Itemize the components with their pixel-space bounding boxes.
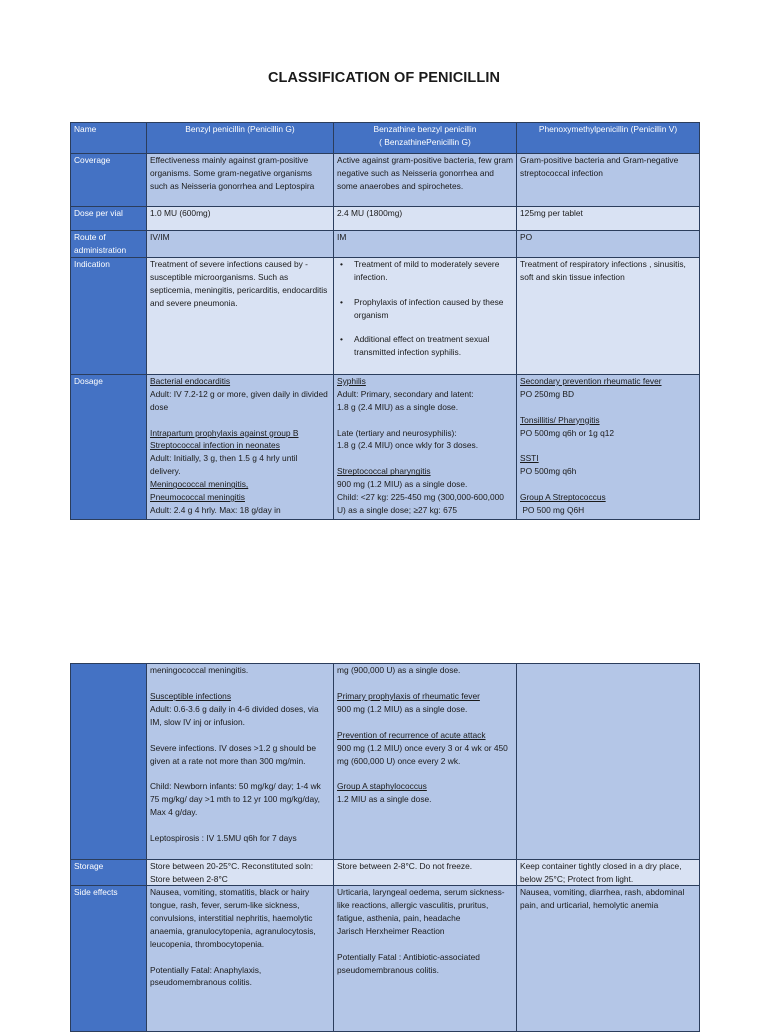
dosage-benzyl <box>147 374 334 519</box>
side-effects-text: Urticaria, laryngeal oedema, serum sickness-like reactions, allergic vasculitis, pruritus, fatigue, asthenia, pain, headache <box>337 887 505 923</box>
indication-bullet: • Treatment of mild to moderately severe infection. <box>337 258 513 284</box>
row-label-storage: Storage <box>71 860 147 886</box>
side-effects-text: Jarisch Herxheimer Reaction <box>337 925 445 936</box>
dosage-text: 900 mg (1.2 MIU) once every 3 or 4 wk or 450 mg (600,000 U) once every 2 wk. <box>337 742 508 766</box>
dosage-heading: SSTI <box>520 453 539 464</box>
row-label-dosage-continued <box>71 664 147 860</box>
coverage-benzyl: Effectiveness mainly against gram-positive organisms. Some gram-negative organisms such as Neisseria gonorrhea and Leptospira <box>147 154 334 207</box>
dosage-heading: Secondary prevention rheumatic fever <box>520 375 662 386</box>
header-benzyl-penicillin: Benzyl penicillin (Penicillin G) <box>147 123 334 154</box>
side-effects-benzathine <box>334 886 517 1032</box>
dosage-text: 900 mg (1.2 MIU) as a single dose. <box>337 479 468 490</box>
dosage-heading: Streptococcal infection in neonates <box>150 440 280 451</box>
dosage-text: 1.2 MIU as a single dose. <box>337 794 432 805</box>
dosage-text: 1.8 g (2.4 MIU) once wkly for 3 doses. <box>337 440 479 451</box>
row-label-dosage: Dosage <box>71 374 147 519</box>
dosage-text: Adult: 0.6-3.6 g daily in 4-6 divided doses, via IM, slow IV inj or infusion. <box>150 703 319 727</box>
dosage-heading: Bacterial endocarditis <box>150 375 231 386</box>
row-route <box>71 231 700 258</box>
row-side-effects <box>71 886 700 1032</box>
indication-benzyl: Treatment of severe infections caused by -susceptible microorganisms. Such as septicemia, meningitis, pericarditis, endocarditis and severe pneumonia. <box>147 257 334 374</box>
dosage-text: 900 mg (1.2 MIU) as a single dose. <box>337 703 468 714</box>
dosage-heading: Prevention of recurrence of acute attack <box>337 729 486 740</box>
dosage-phenoxymethyl-continued <box>517 664 700 860</box>
route-benzathine: IM <box>334 231 517 258</box>
dosage-text: PO 500mg q6h or 1g q12 <box>520 427 615 438</box>
dosage-text: Leptospirosis : IV 1.5MU q6h for 7 days <box>150 833 297 844</box>
dosage-heading: Group A Streptococcus <box>520 492 606 503</box>
storage-benzyl-text: Store between 20-25°C. Reconstituted soln: Store between 2-8°C <box>150 861 314 884</box>
indication-bullet: • Additional effect on treatment sexual transmitted infection syphilis. <box>337 333 513 359</box>
dosage-text: Adult: 2.4 g 4 hrly. Max: 18 g/day in <box>150 504 281 515</box>
coverage-phenoxymethyl: Gram-positive bacteria and Gram-negative streptococcal infection <box>517 154 700 207</box>
storage-benzyl <box>147 860 334 886</box>
dosage-text: Adult: Initially, 3 g, then 1.5 g 4 hrly until delivery. <box>150 453 298 477</box>
indication-bullet: • Prophylaxis of infection caused by these organism <box>337 296 513 322</box>
header-benzathine-line2: ( BenzathinePenicillin G) <box>379 136 471 147</box>
header-phenoxymethylpenicillin: Phenoxymethylpenicillin (Penicillin V) <box>517 123 700 154</box>
side-effects-fatal: Potentially Fatal : Antibiotic-associated pseudomembranous colitis. <box>337 951 480 975</box>
row-dose-per-vial <box>71 207 700 231</box>
header-benzathine-penicillin <box>334 123 517 154</box>
penicillin-table-part-2 <box>70 663 700 1032</box>
row-dosage <box>71 374 700 519</box>
dosage-text: 1.8 g (2.4 MIU) as a single dose. <box>337 401 459 412</box>
dosage-heading: Primary prophylaxis of rheumatic fever <box>337 690 480 701</box>
side-effects-benzyl <box>147 886 334 1032</box>
dosage-heading: Intrapartum prophylaxis against group B <box>150 427 299 438</box>
dosage-text: Child: <27 kg: 225-450 mg (300,000-600,000 U) as a single dose; ≥27 kg: 675 <box>337 492 504 516</box>
dosage-text: Adult: Primary, secondary and latent: <box>337 388 474 399</box>
route-benzyl: IV/IM <box>147 231 334 258</box>
dosage-heading: Pneumococcal meningitis <box>150 492 245 503</box>
side-effects-text: Nausea, vomiting, stomatitis, black or hairy tongue, rash, fever, serum-like sickness, convulsions, interstitial nephritis, haemolytic anaemia, granulocytopenia, agranulocytosis, leucopenia, thrombocytopenia. <box>150 887 316 949</box>
row-label-route: Route of administration <box>71 231 147 258</box>
side-effects-fatal: Potentially Fatal: Anaphylaxis, pseudomembranous colitis. <box>150 964 262 988</box>
dosage-heading: Syphilis <box>337 375 366 386</box>
dosage-benzathine <box>334 374 517 519</box>
indication-phenoxymethyl: Treatment of respiratory infections , sinusitis, soft and skin tissue infection <box>517 257 700 374</box>
dose-benzyl: 1.0 MU (600mg) <box>147 207 334 231</box>
side-effects-phenoxymethyl: Nausea, vomiting, diarrhea, rash, abdominal pain, and urticarial, hemolytic anemia <box>517 886 700 1032</box>
row-indication <box>71 257 700 374</box>
dose-benzathine: 2.4 MU (1800mg) <box>334 207 517 231</box>
dosage-text: mg (900,000 U) as a single dose. <box>337 665 461 675</box>
row-label-indication: Indication <box>71 257 147 374</box>
dosage-text: PO 250mg BD <box>520 388 574 399</box>
dosage-benzyl-continued <box>147 664 334 860</box>
storage-phenoxymethyl-text: Keep container tightly closed in a dry place, below 25°C; Protect from light. <box>520 861 682 884</box>
dosage-heading: Streptococcal pharyngitis <box>337 466 431 477</box>
dosage-phenoxymethyl <box>517 374 700 519</box>
dosage-text: Adult: IV 7.2-12 g or more, given daily in divided dose <box>150 388 328 412</box>
page-title: CLASSIFICATION OF PENICILLIN <box>267 70 501 86</box>
dosage-text: PO 500 mg Q6H <box>520 505 585 516</box>
header-name: Name <box>71 123 147 154</box>
dosage-text: PO 500mg q6h <box>520 466 577 477</box>
dosage-heading: Group A staphylococcus <box>337 781 427 792</box>
route-phenoxymethyl: PO <box>517 231 700 258</box>
row-label-coverage: Coverage <box>71 154 147 207</box>
dose-phenoxymethyl: 125mg per tablet <box>517 207 700 231</box>
header-row <box>71 123 700 154</box>
dosage-heading: Meningococcal meningitis, <box>150 479 249 490</box>
row-dosage-continued <box>71 664 700 860</box>
row-coverage <box>71 154 700 207</box>
coverage-benzathine: Active against gram-positive bacteria, few gram negative such as Neisseria gonorrhea and some anaerobes and spirochetes. <box>334 154 517 207</box>
dosage-text: meningococcal meningitis. <box>150 665 249 675</box>
dosage-text: Severe infections. IV doses >1.2 g should be given at a rate not more than 300 mg/min. <box>150 742 316 766</box>
row-storage <box>71 860 700 886</box>
indication-benzathine <box>334 257 517 374</box>
penicillin-table-part-1 <box>70 122 700 520</box>
storage-phenoxymethyl <box>517 860 700 886</box>
row-label-side-effects: Side effects <box>71 886 147 1032</box>
dosage-heading: Tonsillitis/ Pharyngitis <box>520 414 600 425</box>
dosage-text: Late (tertiary and neurosyphilis): <box>337 427 457 438</box>
dosage-benzathine-continued <box>334 664 517 860</box>
row-label-dose: Dose per vial <box>71 207 147 231</box>
dosage-heading: Susceptible infections <box>150 690 232 701</box>
storage-benzathine: Store between 2-8°C. Do not freeze. <box>334 860 517 886</box>
header-benzathine-line1: Benzathine benzyl penicillin <box>373 124 477 134</box>
dosage-text: Child: Newborn infants: 50 mg/kg/ day; 1-4 wk 75 mg/kg/ day >1 mth to 12 yr 100 mg/kg/day, Max 4 g/day. <box>150 781 321 818</box>
